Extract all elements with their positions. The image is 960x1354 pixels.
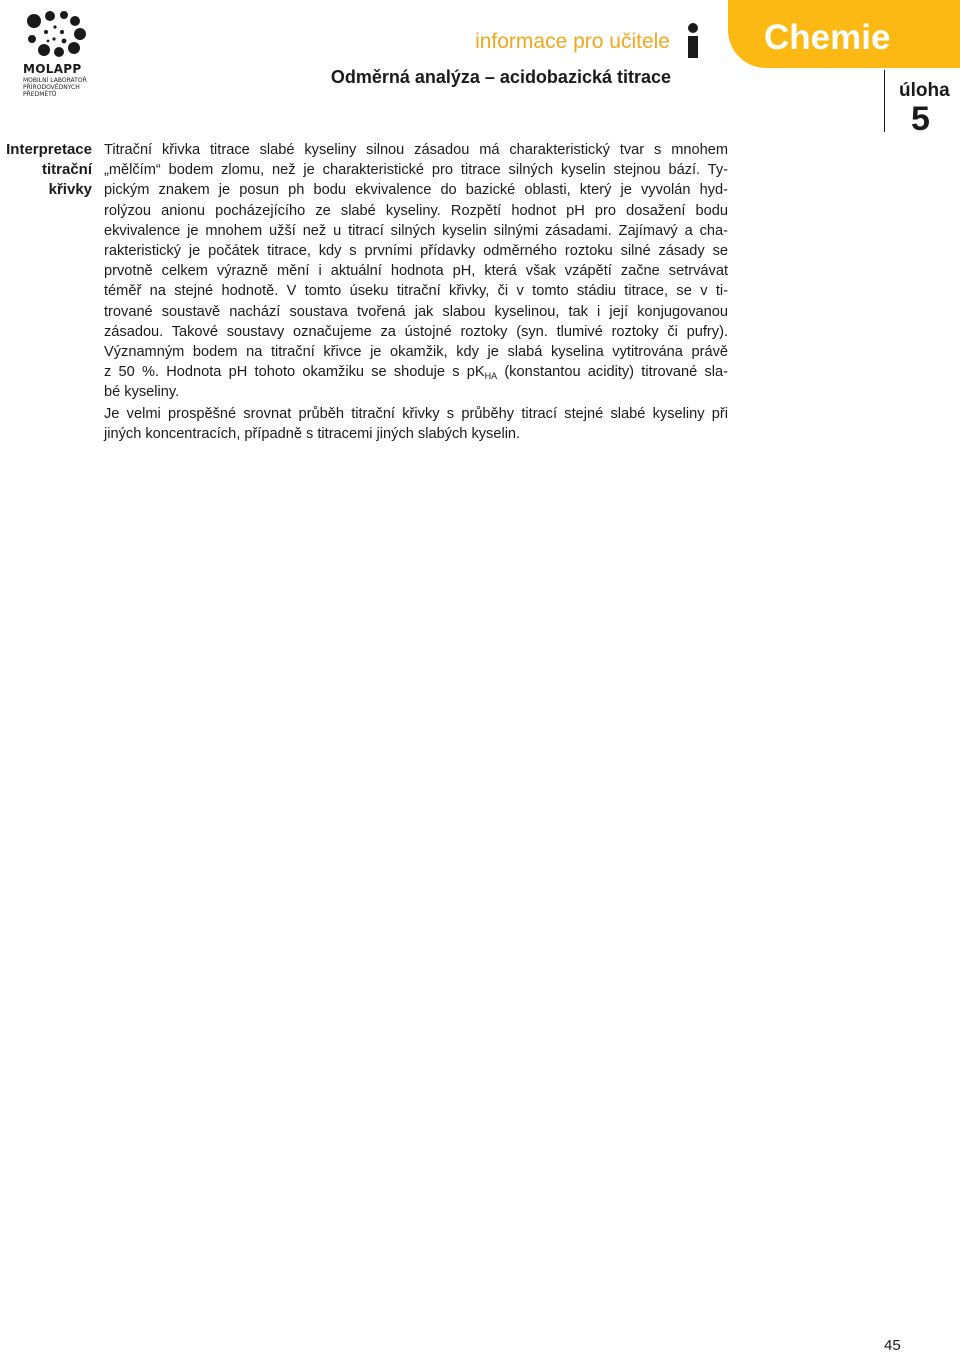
section-heading: [0, 140, 92, 200]
text-fragment: (konstantou acidity) titrované sla-: [497, 364, 728, 381]
paragraph-1: [104, 140, 728, 403]
text-line: ekvivalence je mnohem užší než u titrací silných kyselin silnými zásadami. Zajímavý a cha-: [104, 222, 728, 239]
section-heading-line: křivky: [48, 181, 92, 198]
logo-subtitle-line: MOBILNÍ LABORATOŘ: [23, 77, 87, 84]
text-line: rakteristický je počátek titrace, kdy s prvními přídavky odměrného roztoku silné zásady se: [104, 243, 728, 260]
molapp-logo: [20, 10, 100, 100]
logo-name: MOLAPP: [23, 62, 82, 76]
section-heading-line: titrační: [41, 161, 92, 178]
logo-subtitle-line: PŘEDMĚTŮ: [23, 91, 57, 98]
task-number: 5: [911, 100, 930, 138]
text-line: jiných koncentracích, případně s titracemi jiných slabých kyselin.: [104, 425, 521, 442]
paragraph-2: [104, 404, 728, 444]
subject-tab: [728, 0, 960, 68]
text-fragment: z 50 %. Hodnota pH tohoto okamžiku se shoduje s pK: [104, 364, 485, 381]
text-line: zásadou. Takové soustavy označujeme za ústojné roztoky (syn. tlumivé roztoky či pufry).: [104, 323, 728, 340]
section-body: [104, 140, 728, 444]
molapp-logo-icon: [24, 10, 86, 58]
task-label: úloha: [899, 80, 950, 101]
text-line: pickým znakem je posun ph bodu ekvivalence do bazické oblasti, který je vyvolán hyd-: [104, 182, 728, 199]
text-line: prvotně celkem výrazně mění i aktuální hodnota pH, která však vzápětí začne setrvávat: [104, 263, 728, 280]
info-label: informace pro učitele: [475, 30, 670, 53]
text-line: trované soustavě nachází soustava tvořená jak slabou kyselinou, tak i její konjugovanou: [104, 303, 728, 320]
document-title: Odměrná analýza – acidobazická titrace: [330, 67, 671, 87]
text-line: rolýzou anionu pocházejícího ze slabé kyseliny. Rozpětí hodnot pH pro dosažení bodu: [104, 202, 728, 219]
text-line: bé kyseliny.: [104, 384, 180, 401]
task-indicator: [884, 70, 960, 138]
logo-subtitle-line: PŘÍRODOVĚDNÝCH: [23, 84, 80, 91]
section-heading-line: Interpretace: [6, 141, 92, 158]
text-line: téměř na stejné hodnotě. V tomto úseku titrační křivky, či v tomto stádiu titrace, se v ti-: [104, 283, 728, 300]
text-line: „mělčím“ bodem zlomu, než je charakteristické pro titrace silných kyselin stejnou bází. Ty-: [104, 162, 728, 179]
text-line: Významným bodem na titrační křivce je okamžik, kdy je slabá kyselina vytitrována právě: [104, 344, 728, 361]
info-i-icon: [682, 22, 704, 58]
text-line: Titrační křivka titrace slabé kyseliny silnou zásadou má charakteristický tvar s mnohem: [104, 142, 728, 158]
logo-subtitle: [23, 77, 103, 98]
subscript-ha: HA: [484, 371, 498, 382]
page-number: 45: [884, 1337, 901, 1354]
text-line-pka: [104, 362, 728, 382]
subject-label: Chemie: [764, 18, 891, 57]
text-line: Je velmi prospěšné srovnat průběh titrační křivky s průběhy titrací stejné slabé kyseliny při: [104, 405, 728, 422]
